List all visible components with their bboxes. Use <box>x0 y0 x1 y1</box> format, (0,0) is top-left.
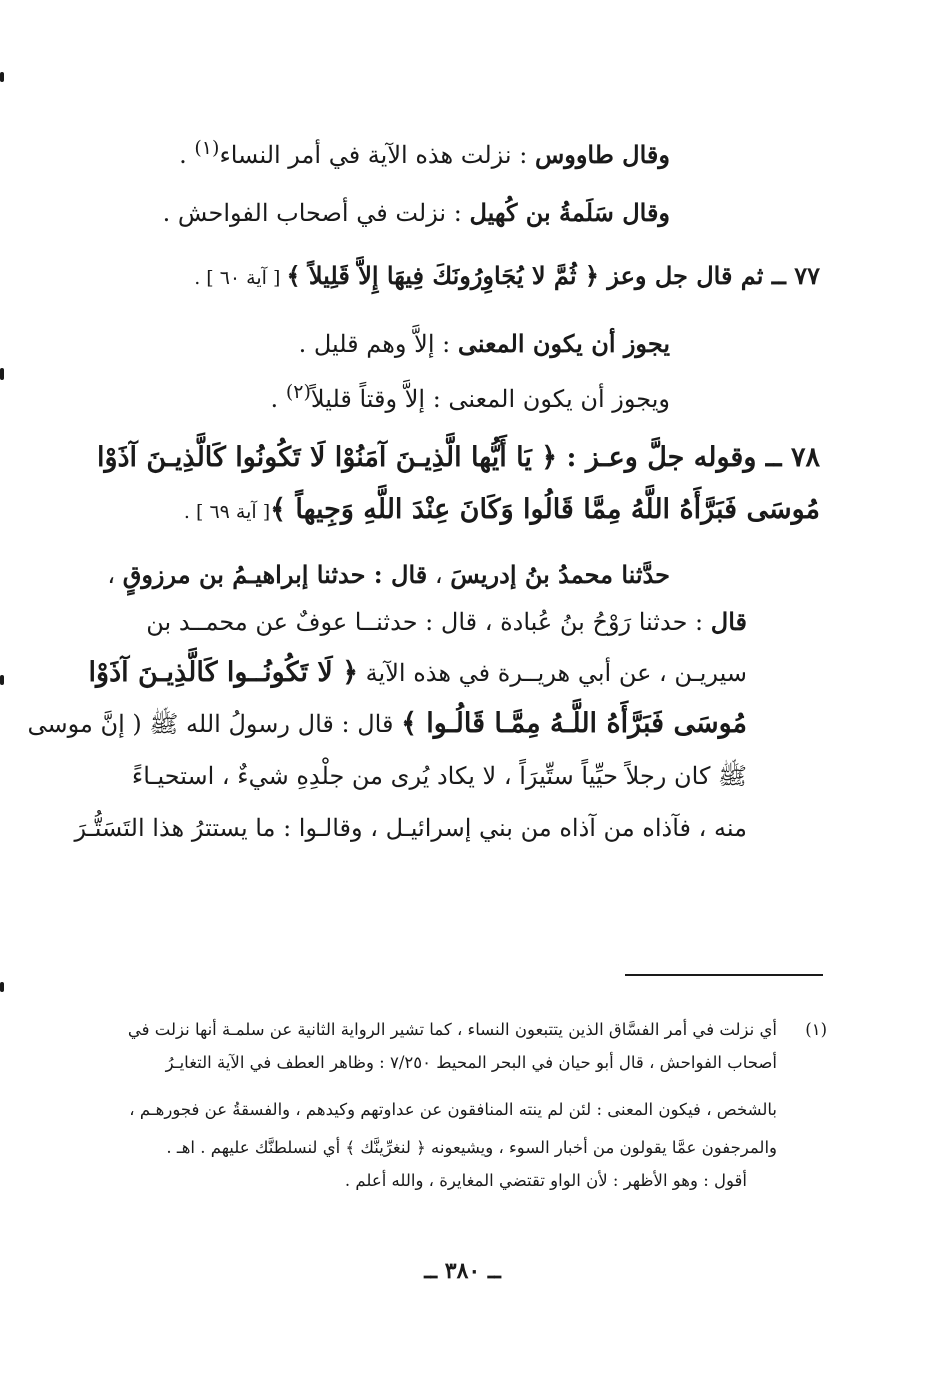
scan-edge-mark <box>0 72 4 82</box>
body-line-1: وقال طاووس : نزلت هذه الآية في أمر النساء$^{(١)}$ . <box>179 137 670 169</box>
hadith-line-1: سيريـن ، عن أبي هريــرة في هذه الآية ﴿ لَا تَكُونُــوا كَالَّذِيـنَ آذَوْا <box>88 657 747 688</box>
verse-text: ٧٨ ــ وقوله جلَّ وعـز : ﴿ يَا أَيُّها الَّذِيـنَ آمَنُوْا لَا تَكُونُوا كَالَّذِيـنَ آذَوْا <box>96 442 820 473</box>
scan-edge-mark <box>0 982 4 992</box>
verse-text: ٧٧ ــ ثم قال جل وعز ﴿ ثُمَّ لا يُجَاوِرُونَكَ فِيهَا إِلاَّ قَلِيلاً ﴾ <box>286 261 820 290</box>
scan-edge-mark <box>0 675 4 685</box>
quran-quote: ﴿ لَا تَكُونُــوا كَالَّذِيـنَ آذَوْا <box>88 657 359 688</box>
footnote-number: (١) <box>805 1020 827 1039</box>
footnote-ref-1: (١) <box>194 137 220 159</box>
verse-reference: [ آية ٦٠ ] . <box>194 267 287 289</box>
footnote-line: بالشخص ، فيكون المعنى : لئن لم ينته المنافقون عن عداوتهم وكيدهم ، والفسقةُ عن فجورهـم ، <box>129 1100 777 1119</box>
footnote-line: أي نزلت في أمر الفسَّاق الذين يتتبعون النساء ، كما تشير الرواية الثانية عن سلمـة أنها نزلت في <box>127 1020 777 1039</box>
body-line-2: وقال سَلَمةُ بن كُهيل : نزلت في أصحاب الفواحش . <box>162 198 670 227</box>
verse-78-continued <box>184 490 820 532</box>
verse-text: مُوسَى فَبَرَّأَهُ اللَّهُ مِمَّا قَالُوا وَكَانَ عِنْدَ اللَّهِ وَجِيهاً ﴾ <box>270 494 820 525</box>
verse-78 <box>97 438 820 478</box>
speaker-name: وقال سَلَمةُ بن كُهيل <box>469 198 670 227</box>
hadith-line-4: منه ، فآذاه من آذاه من بني إسرائيـل ، وقالـوا : ما يستترُ هذا التَسَتُّـرَ <box>74 814 747 842</box>
verse-reference: [ آية ٦٩ ] . <box>183 501 271 523</box>
footnote-ref-2: (٢) <box>285 381 311 403</box>
footnote-line: أقول : وهو الأظهر : لأن الواو تقتضي المغايرة ، والله أعلم . <box>344 1171 747 1190</box>
body-line-4: يجوز أن يكون المعنى : إلاَّ وهم قليل . <box>298 329 670 358</box>
footnote-separator <box>625 974 823 976</box>
footnote-line: أصحاب الفواحش ، قال أبو حيان في البحر المحيط ٧/٢٥٠ : وظاهر العطف في الآية التغايـرُ <box>165 1053 777 1072</box>
page-number: ــ ٣٨٠ ــ <box>424 1258 501 1284</box>
quran-quote: مُوسَى فَبَرَّأَهُ اللَّـهُ مِمَّـا قَالُـوا ﴾ <box>401 708 747 739</box>
speaker-name: وقال طاووس <box>534 140 670 169</box>
body-line-5: ويجوز أن يكون المعنى : إلاَّ وقتاً قليلاً$^{(٢)}$ . <box>270 381 670 413</box>
isnad-line-1: حدَّثنا محمدُ بنُ إدريسَ ، قال : حدثنا إبراهيـمُ بن مرزوقٍ ، <box>107 560 670 589</box>
isnad-line-2: قال : حدثنا رَوْحُ بنُ عُبادة ، قال : حدثنــا عوفٌ عن محمــد بن <box>146 607 747 636</box>
verse-77 <box>194 256 820 298</box>
scan-edge-mark <box>0 368 4 380</box>
hadith-line-2: مُوسَى فَبَرَّأَهُ اللَّـهُ مِمَّـا قَالُـوا ﴾ قال : قال رسولُ الله ﷺ ( إنَّ موسى <box>27 708 747 739</box>
footnote-line: والمرجفون عمَّا يقولون من أخبار السوء ، ويشيعونه ﴿ لنغرِّينَّك ﴾ أي لنسلطنَّك عليهم . اهـ . <box>166 1138 777 1157</box>
hadith-line-3: ﷺ كان رجلاً حيِّياً ستِّيرَاً ، لا يكاد يُرى من جلْدِهِ شيءٌ ، استحيـاءً <box>131 762 747 790</box>
